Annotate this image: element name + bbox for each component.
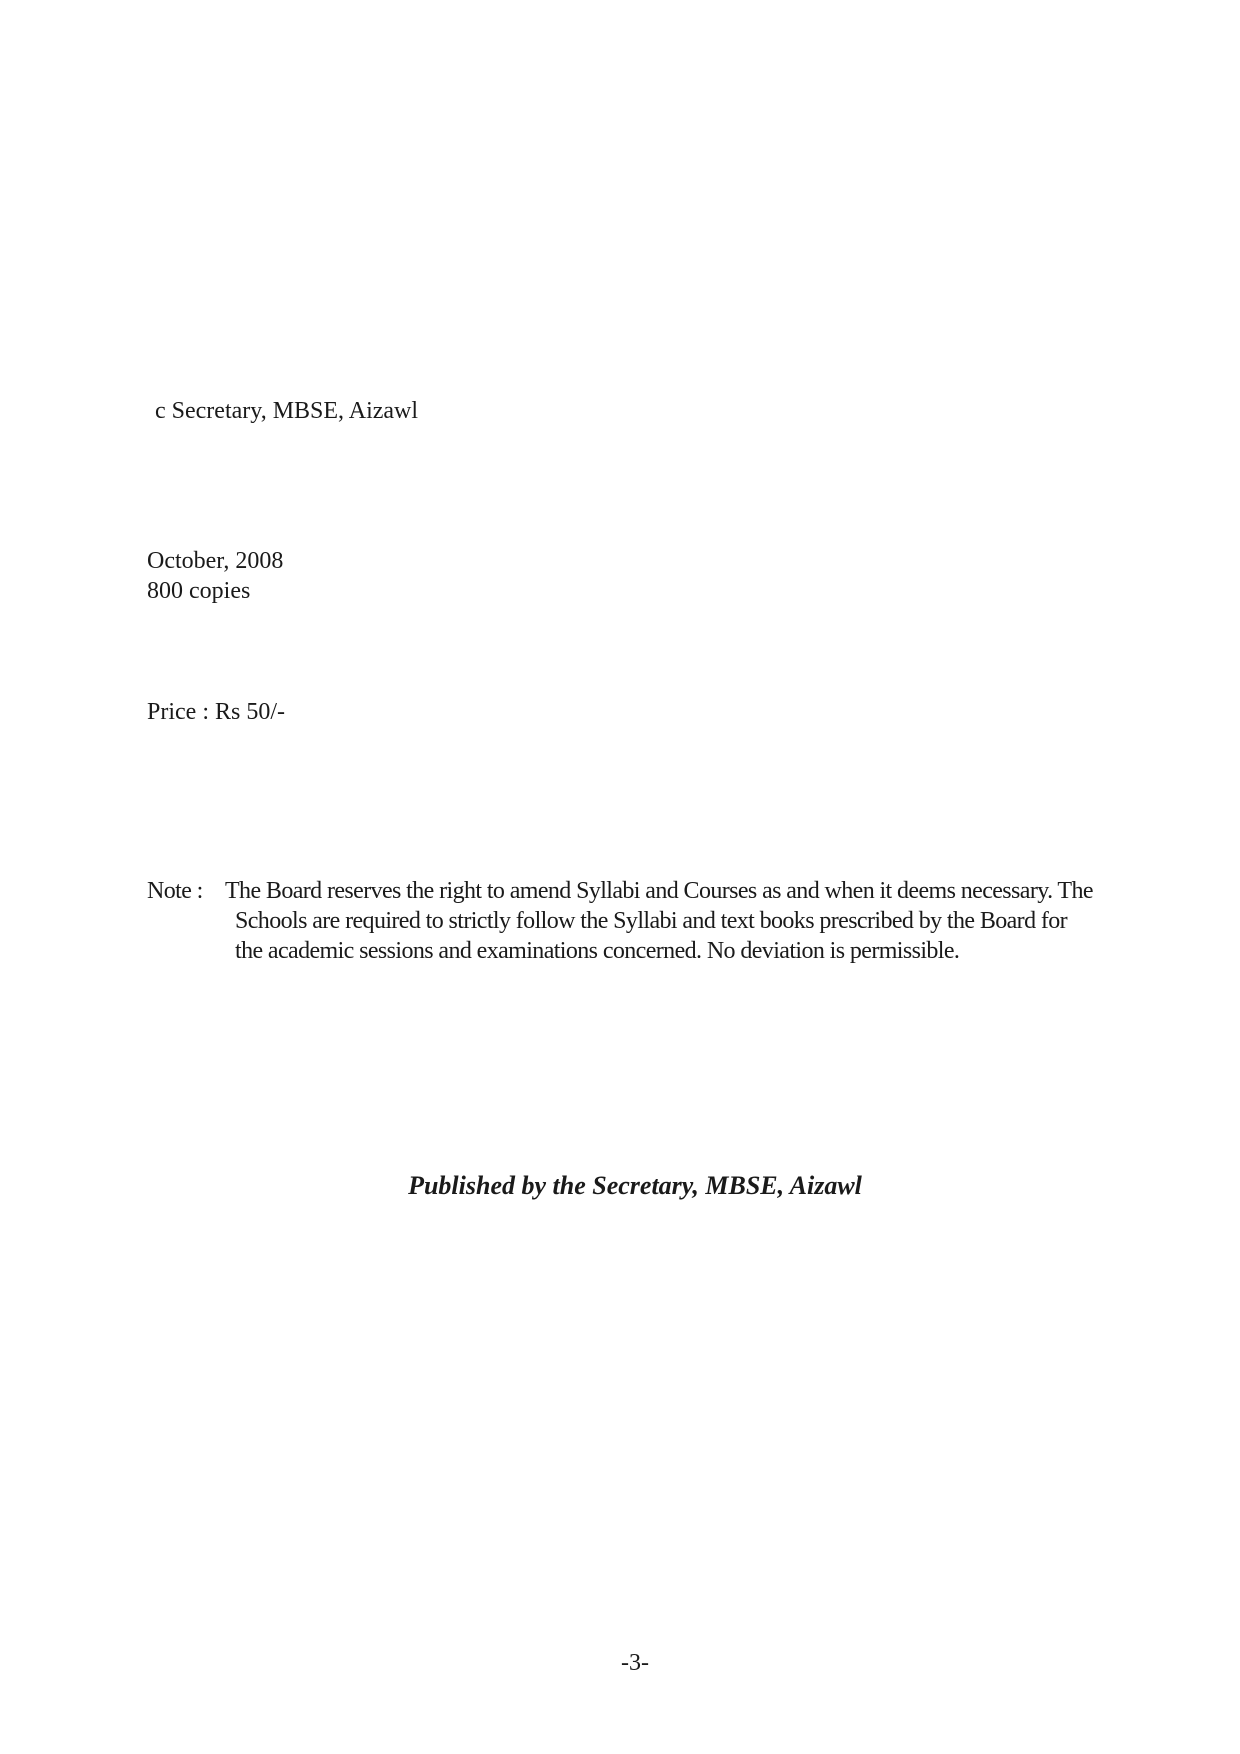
note-line: the academic sessions and examinations concerned. No deviation is permissible. xyxy=(235,938,960,964)
edition-block xyxy=(147,546,283,606)
note-body xyxy=(225,876,1240,966)
page-number: -3- xyxy=(621,1650,649,1676)
note-line: Schools are required to strictly follow the Syllabi and text books prescribed by the Board for xyxy=(235,908,1068,934)
price-line: Price : Rs 50/- xyxy=(147,699,285,725)
edition-date: October, 2008 xyxy=(147,548,284,574)
copyright-line: c Secretary, MBSE, Aizawl xyxy=(155,398,419,424)
publisher-line: Published by the Secretary, MBSE, Aizawl xyxy=(408,1171,862,1200)
note-label: Note : xyxy=(147,878,203,904)
edition-copies: 800 copies xyxy=(147,578,251,604)
note-line: The Board reserves the right to amend Syllabi and Courses as and when it deems necessary. The xyxy=(225,878,1093,904)
